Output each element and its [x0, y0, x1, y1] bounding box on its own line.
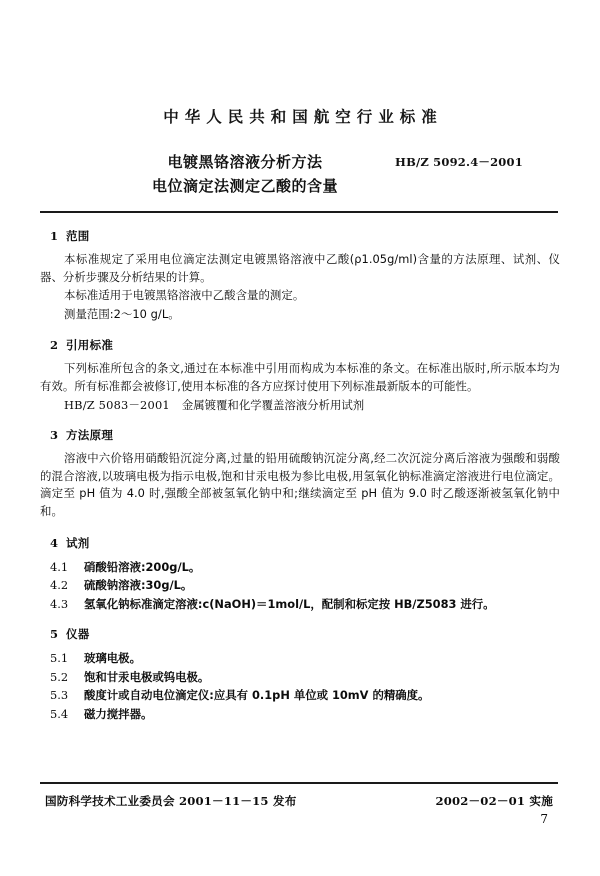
section-3-paragraph-1: 溶液中六价铬用硝酸铅沉淀分离,过量的铅用硫酸钠沉淀分离,经二次沉淀分离后溶液为强酸和弱酸的混合溶液,以玻璃电极为指示电极,饱和甘汞电极为参比电极,用氢氧化钠标准滴定溶液进行电位滴定。滴定至 pH 值为 4.0 时,强酸全部被氢氧化钠中和;继续滴定至 pH 值为 9.0 时乙酸逐渐被氢氧化钠中和。: [40, 451, 560, 518]
issuer-and-release-date: 国防科学技术工业委员会 2001－11－15 发布: [45, 794, 297, 808]
document-footer: [45, 793, 553, 809]
section-number-5: 5: [50, 627, 59, 642]
section-number-3: 3: [50, 428, 59, 443]
item-number: 5.2: [50, 669, 69, 684]
section-title-3: 方法原理: [66, 428, 114, 443]
spacer: [40, 522, 560, 535]
list-item: [50, 558, 560, 577]
header-divider: [40, 211, 558, 213]
footer-divider: [40, 782, 558, 784]
section-number-1: 1: [50, 229, 59, 243]
spacer: [40, 613, 560, 626]
list-item: [50, 595, 560, 614]
page-title-line1: 电镀黑铬溶液分析方法: [167, 153, 323, 171]
item-number: 5.1: [50, 651, 69, 666]
spacer: [40, 324, 560, 337]
section-heading-3: [50, 427, 560, 443]
section-heading-1: [50, 228, 560, 244]
item-text: 硫酸钠溶液:30g/L。: [84, 578, 193, 593]
normative-reference: [64, 397, 560, 415]
item-number: 4.2: [50, 578, 69, 593]
page-number: 7: [540, 812, 548, 826]
item-text: 硝酸铅溶液:200g/L。: [84, 559, 201, 574]
list-item: [50, 705, 560, 724]
item-number: 5.4: [50, 706, 69, 721]
list-item: [50, 686, 560, 705]
section-1-paragraph-2: 本标准适用于电镀黑铬溶液中乙酸含量的测定。: [64, 288, 305, 303]
document-header: [0, 105, 600, 127]
section-number-4: 4: [50, 535, 59, 550]
section-title-5: 仪器: [66, 627, 90, 642]
item-text: 酸度计或自动电位滴定仪:应具有 0.1pH 单位或 10mV 的精确度。: [84, 688, 430, 703]
section-2-paragraph-1: 下列标准所包含的条文,通过在本标准中引用而构成为本标准的条文。在标准出版时,所示版本均为有效。所有标准都会被修订,使用本标准的各方应探讨使用下列标准最新版本的可能性。: [40, 361, 560, 393]
section-heading-2: [50, 337, 560, 353]
reference-name: 金属镀覆和化学覆盖溶液分析用试剂: [181, 397, 365, 412]
list-item: [50, 649, 560, 668]
item-text: 氢氧化钠标准滴定溶液:c(NaOH)＝1mol/L，配制和标定按 HB/Z5083 进行。: [84, 596, 495, 611]
list-item: [50, 668, 560, 687]
item-text: 磁力搅拌器。: [84, 706, 153, 721]
section-title-2: 引用标准: [66, 338, 114, 353]
standard-number: HB/Z 5092.4－2001: [395, 155, 523, 169]
spacer: [40, 414, 560, 427]
section-1-paragraph-1: 本标准规定了采用电位滴定法测定电镀黑铬溶液中乙酸(ρ1.05g/ml)含量的方法原理、试剂、仪器、分析步骤及分析结果的计算。: [40, 252, 560, 284]
reference-code: HB/Z 5083－2001: [64, 397, 170, 412]
section-number-2: 2: [50, 338, 59, 353]
section-1-paragraph-3: 测量范围:2～10 g/L。: [64, 306, 180, 321]
implementation-date: 2002－02－01 实施: [435, 794, 553, 808]
section-title-1: 范围: [66, 229, 90, 243]
item-number: 4.1: [50, 559, 69, 574]
item-text: 玻璃电极。: [84, 651, 141, 666]
page-title-line2: 电位滴定法测定乙酸的含量: [151, 177, 338, 195]
item-number: 5.3: [50, 688, 69, 703]
section-title-4: 试剂: [66, 535, 90, 550]
document-body: [40, 228, 560, 723]
item-number: 4.3: [50, 596, 69, 611]
section-heading-5: [50, 626, 560, 642]
section-heading-4: [50, 535, 560, 551]
page-title: [100, 150, 390, 198]
list-item: [50, 576, 560, 595]
national-standard-title: 中华人民共和国航空行业标准: [163, 108, 443, 126]
item-text: 饱和甘汞电极或钨电极。: [84, 669, 210, 684]
